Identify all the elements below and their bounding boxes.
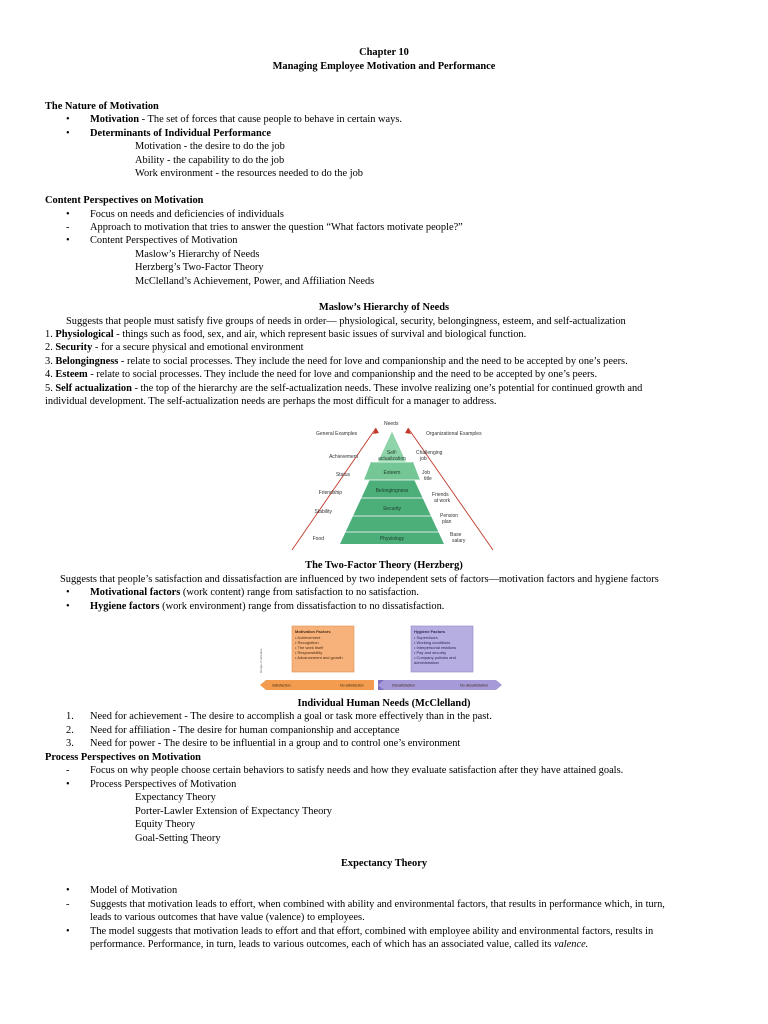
hygiene-factor: • Supervisors: [414, 635, 438, 640]
motivation-factor: • The work itself: [295, 645, 324, 650]
general-example: Food: [312, 536, 324, 542]
section-heading-herzberg: The Two-Factor Theory (Herzberg): [305, 560, 463, 571]
mcclelland-num: 3.: [66, 738, 74, 749]
herzberg-bullet: Motivational factors (work content) range from satisfaction to no satisfaction.: [90, 587, 419, 598]
determinant-item: Motivation - the desire to do the job: [135, 141, 285, 152]
org-example: Base: [450, 532, 462, 538]
level-label: Security: [382, 506, 402, 512]
bullet-icon: •: [66, 587, 70, 598]
bullet-icon: •: [66, 235, 70, 246]
dash-icon: -: [66, 765, 70, 776]
org-example: job: [420, 456, 427, 462]
herzberg-bullet: Hygiene factors (work environment) range from dissatisfaction to no dissatisfaction.: [90, 601, 445, 612]
hygiene-factor: • Company policies and: [414, 655, 456, 660]
general-example: Friendship: [318, 490, 342, 496]
org-example: plan: [442, 519, 452, 525]
section-heading-content: Content Perspectives on Motivation: [45, 195, 204, 206]
page-title: Managing Employee Motivation and Performance: [272, 61, 496, 72]
general-example: Stability: [314, 509, 332, 515]
section-heading-process: Process Perspectives on Motivation: [45, 752, 201, 763]
bullet-icon: •: [66, 209, 70, 220]
content-sub-item: Maslow’s Hierarchy of Needs: [135, 249, 260, 260]
process-sub-item: Goal-Setting Theory: [135, 833, 221, 844]
hygiene-factor: • Pay and security: [414, 650, 447, 655]
expectancy-bullet-cont: performance. Performance, in turn, leads to various outcomes, each of which has an associated value, called its valence.: [90, 939, 589, 950]
maslow-item: 4. Esteem - relate to social processes. They include the need for love and companionship and the need to be accepted by one’s peers.: [45, 369, 598, 380]
general-example: Status: [335, 472, 350, 478]
needs-label: Needs: [384, 421, 399, 427]
mcclelland-item: Need for achievement - The desire to accomplish a goal or task more effectively than in the past.: [90, 711, 492, 722]
range-side-label: Range of attitudes: [259, 648, 263, 673]
determinants-heading: Determinants of Individual Performance: [90, 128, 271, 139]
mcclelland-item: Need for affiliation - The desire for human companionship and acceptance: [90, 725, 400, 736]
section-heading-nature: The Nature of Motivation: [45, 101, 159, 112]
section-heading-expectancy: Expectancy Theory: [340, 858, 428, 869]
expectancy-bullet: The model suggests that motivation leads to effort and that effort, combined with employee ability and environmental factors, results in: [90, 926, 654, 937]
bullet-icon: •: [66, 128, 70, 139]
maslow-item: 5. Self actualization - the top of the hierarchy are the self-actualization needs. These involve realizing one’s potential for continued growth and: [45, 383, 643, 394]
motivation-factor: • Achievement: [295, 635, 321, 640]
level-label: actualization: [378, 456, 406, 462]
org-example: salary: [452, 538, 466, 544]
hygiene-factor: • Working conditions: [414, 640, 451, 645]
content-bullet: Focus on needs and deficiencies of individuals: [90, 209, 284, 220]
level-label: Self-: [386, 450, 398, 456]
org-example: title: [424, 476, 432, 482]
motivation-definition: Motivation - The set of forces that cause people to behave in certain ways.: [90, 114, 402, 125]
content-bullet: Approach to motivation that tries to answer the question “What factors motivate people?”: [90, 222, 463, 233]
org-example: Pension: [440, 513, 459, 519]
two-factor-figure: [256, 623, 504, 693]
content-bullet: Content Perspectives of Motivation: [90, 235, 238, 246]
level-label: Esteem: [383, 470, 401, 476]
scale-label: Satisfaction: [272, 683, 291, 688]
mcclelland-num: 1.: [66, 711, 74, 722]
organizational-examples-label: Organizational Examples: [426, 431, 482, 437]
section-heading-maslow: Maslow’s Hierarchy of Needs: [318, 302, 450, 313]
org-example: Job: [422, 470, 431, 476]
chapter-label: Chapter 10: [359, 47, 409, 58]
expectancy-bullet-cont: leads to various outcomes that have value (valence) to employees.: [90, 912, 365, 923]
scale-label: No satisfaction: [340, 683, 364, 688]
process-bullet: Focus on why people choose certain behaviors to satisfy needs and how they evaluate satisfaction after they have attained goals.: [90, 765, 624, 776]
bullet-icon: •: [66, 926, 70, 937]
motivation-factor: • Advancement and growth: [295, 655, 343, 660]
section-heading-mcclelland: Individual Human Needs (McClelland): [297, 698, 471, 709]
content-sub-item: Herzberg’s Two-Factor Theory: [135, 262, 264, 273]
org-example: Friends: [432, 492, 449, 498]
process-sub-item: Expectancy Theory: [135, 792, 216, 803]
process-bullet: Process Perspectives of Motivation: [90, 779, 237, 790]
bullet-icon: •: [66, 885, 70, 896]
content-sub-item: McClelland’s Achievement, Power, and Affiliation Needs: [135, 276, 375, 287]
maslow-intro: Suggests that people must satisfy five groups of needs in order— physiological, security, belongingness, esteem, and self-actualization: [66, 316, 626, 327]
process-sub-item: Porter-Lawler Extension of Expectancy Theory: [135, 806, 332, 817]
determinant-item: Work environment - the resources needed to do the job: [135, 168, 363, 179]
general-examples-label: General Examples: [316, 431, 358, 437]
level-label: Belongingness: [375, 488, 409, 494]
org-example: at work: [434, 498, 451, 504]
process-sub-item: Equity Theory: [135, 819, 196, 830]
motivation-factor: • Recognition: [295, 640, 319, 645]
expectancy-bullet: Suggests that motivation leads to effort, when combined with ability and environmental factors, that results in performance which, in turn,: [90, 899, 665, 910]
maslow-item: 3. Belongingness - relate to social processes. They include the need for love and companionship and the need to be accepted by one’s peers.: [45, 356, 628, 367]
herzberg-intro: Suggests that people’s satisfaction and dissatisfaction are influenced by two independent sets of factors—motivation factors and hygiene factors: [60, 574, 659, 585]
scale-label: No dissatisfaction: [460, 683, 489, 688]
maslow-item: 2. Security - for a secure physical and emotional environment: [45, 342, 304, 353]
expectancy-bullet: Model of Motivation: [90, 885, 178, 896]
hygiene-factors-title: Hygiene Factors: [414, 629, 446, 634]
hygiene-factor: administration: [414, 660, 439, 665]
dash-icon: -: [66, 222, 70, 233]
maslow-item-continued: individual development. The self-actualization needs are perhaps the most difficult for a manager to address.: [45, 396, 497, 407]
maslow-item: 1. Physiological - things such as food, sex, and air, which represent basic issues of survival and biological function.: [45, 329, 527, 340]
scale-label: Dissatisfaction: [392, 683, 416, 688]
maslow-pyramid-figure: [280, 418, 506, 556]
determinant-item: Ability - the capability to do the job: [135, 155, 285, 166]
level-label: Physiology: [379, 536, 405, 542]
motivation-factor: • Responsibility: [295, 650, 323, 655]
bullet-icon: •: [66, 601, 70, 612]
bullet-icon: •: [66, 779, 70, 790]
dash-icon: -: [66, 899, 70, 910]
org-example: Challenging: [416, 450, 443, 456]
mcclelland-num: 2.: [66, 725, 74, 736]
hygiene-factor: • Interpersonal relations: [414, 645, 457, 650]
bullet-icon: •: [66, 114, 70, 125]
mcclelland-item: Need for power - The desire to be influential in a group and to control one’s environment: [90, 738, 461, 749]
general-example: Achievement: [329, 454, 358, 460]
motivation-factors-title: Motivation Factors: [295, 629, 331, 634]
